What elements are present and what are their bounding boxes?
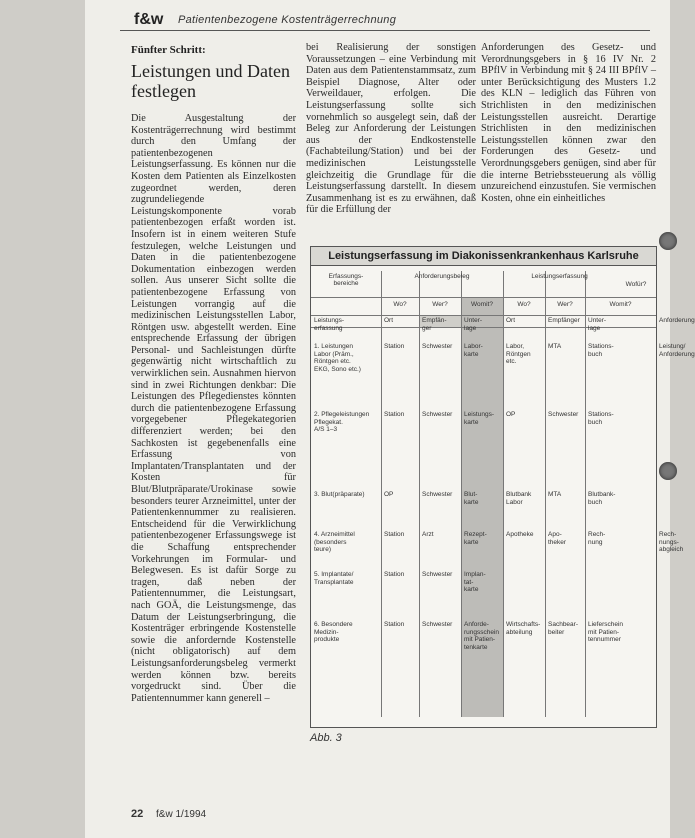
- article-column-3: Anforderungen des Gesetz- und Verordnungsgebers in § 16 IV Nr. 2 BPflV in Verbindung mit § 24 III BPflV – unter Berücksichtigung des Musters 1.2 des KLN – lediglich das Führen von Strichlisten in den medizinischen Leistungsstellen ausreicht. Derartige Strichlisten in den medizinischen Leistungsstellen können zwar den Forderungen des Gesetz- und Verordnungsgebers genügen, sind aber für die interne Betriebssteuerung als völlig unzureichend einzustufen. Sie vermischen Kosten, ohne ein einheitliches: [481, 42, 656, 204]
- first-row-cell: Ort: [384, 317, 394, 324]
- table-cell: Schwester: [422, 343, 453, 350]
- running-header: [120, 8, 650, 31]
- table-cell: Blutbank Labor: [506, 491, 532, 506]
- table-cell: Wirtschafts- abteilung: [506, 621, 541, 636]
- sub-header: Wo?: [517, 301, 531, 308]
- table-cell: Arzt: [422, 531, 434, 538]
- article-column-1: Die Ausgestaltung der Kostenträgerrechnung wird bestimmt durch den Umfang der patientenbezogenen Leistungserfassung. Es können nur die Kosten dem Patienten als Einzelkosten zugeordnet werden, deren zugrundeliegende Leistungskomponente vorab patientenbezogen erfaßt worden ist. Insofern ist in einem weiteren Stufe festzulegen, welche Leistungen und Daten in die patientenbezogene Dokumentation einbezogen werden sollen. Aus unserer Sicht sollte die patientenbezogene Erfassung von Leistungen vorrangig auf die medizinischen Leistungsstellen Labor, Röntgen usw. abgestellt werden. Eine entsprechende Erfassung der übrigen Personal- und Sachleistungen dürfte gegenwärtig nicht wirtschaftlich zu verwirklichen sein. Ausnahmen hiervon sind in zwei Richtungen denkbar: Die Leistungen des Pflegedienstes könnten durch die patientenbezogene Erfassung vorgegebener Pflegekategorien differenziert werden; bei den Sachkosten ist gegebenenfalls eine Erfassung von Implantaten/Transplantaten und der Kosten für Blut/Blutpräparate/Urokinase sowie besonders teurer Arzneimittel, unter der Patientenkennummer zu realisieren. Entscheidend für die Verwirklichung patientenbezogener Erfassungswege ist die Schaffung entsprechender Vorkehrungen im Formular- und Belegwesen. Es ist dafür Sorge zu tragen, daß neben der Patientennummer, die Leistungsart, nach GOÄ, die Leistungsmenge, das Datum der Leistungserbringung, die Kostenträger erbringende Kostenstelle sowie die anfordernde Kostenstelle (nicht obligatorisch) auf dem Leistungsanforderungsbeleg vermerkt werden können bzw. bereits vorgedruckt sind. Über die Patientennummer kann generell –: [131, 113, 296, 704]
- table-cell: OP: [506, 411, 516, 418]
- table-cell: Rech- nung: [588, 531, 606, 546]
- table-cell: Stations- buch: [588, 343, 614, 358]
- first-row-cell: Anforderung: [659, 317, 695, 324]
- table-cell: Schwester: [422, 621, 453, 628]
- table-cell: Station: [384, 571, 405, 578]
- leistung-header: Leistungserfassung: [531, 273, 588, 280]
- table-cell: Apo- theker: [548, 531, 567, 546]
- table-cell: Leistung/ Anforderung: [659, 343, 695, 358]
- wofuer-header: Wofür?: [625, 281, 647, 288]
- table-cell: Labor- karte: [464, 343, 483, 358]
- first-row-cell: Ort: [506, 317, 516, 324]
- table-cell: Schwester: [422, 491, 453, 498]
- first-row-cell: Unter- lage: [464, 317, 483, 332]
- first-row-cell: Unter- lage: [588, 317, 607, 332]
- table-cell: Lieferschein mit Patien- tennummer: [588, 621, 624, 643]
- table-cell: MTA: [548, 343, 562, 350]
- first-row-cell: Empfänger: [548, 317, 580, 324]
- anforderung-header: Anforderungsbeleg: [414, 273, 470, 280]
- table-cell: OP: [384, 491, 394, 498]
- sub-header: Womit?: [471, 301, 493, 308]
- table-row-label: 1. Leistungen Labor (Präm., Röntgen etc. EKG, Sono etc.): [314, 343, 361, 373]
- section-kicker: Fünfter Schritt:: [131, 44, 206, 56]
- column-divider: [585, 271, 586, 717]
- table-row-label: 2. Pflegeleistungen Pflegekat. A/S 1–3: [314, 411, 370, 433]
- column-divider: [419, 271, 420, 717]
- table-cell: Rezept- karte: [464, 531, 487, 546]
- table-cell: MTA: [548, 491, 562, 498]
- table-row-label: 3. Blut(präparate): [314, 491, 365, 498]
- table-cell: Station: [384, 531, 405, 538]
- table-row-label: 4. Arzneimittel (besonders teure): [314, 531, 355, 553]
- table-cell: Leistungs- karte: [464, 411, 494, 426]
- row-label-header: Leistungs- erfassung: [314, 317, 344, 332]
- column-divider: [503, 271, 504, 717]
- binder-hole-bottom: [659, 462, 677, 480]
- shaded-column: [461, 297, 503, 717]
- table-cell: Stations- buch: [588, 411, 614, 426]
- table-row-label: 6. Besondere Medizin- produkte: [314, 621, 353, 643]
- first-row-cell: Empfän- ger: [422, 317, 447, 332]
- column-divider: [381, 271, 382, 717]
- page-number: 22: [131, 808, 144, 820]
- table-cell: Station: [384, 343, 405, 350]
- article-headline: Leistungen und Daten festlegen: [131, 61, 290, 101]
- binder-hole-top: [659, 232, 677, 250]
- table-cell: Sachbear- beiter: [548, 621, 578, 636]
- column-divider: [545, 271, 546, 717]
- table-cell: Anforde- rungsschein mit Patien- tenkarte: [464, 621, 500, 651]
- sub-header: Wer?: [432, 301, 448, 308]
- table-cell: Blutbank- buch: [588, 491, 616, 506]
- table-cell: Rech- nungs- abgleich: [659, 531, 684, 553]
- header-divider: [311, 315, 656, 316]
- table-cell: Station: [384, 621, 405, 628]
- table-cell: Apotheke: [506, 531, 534, 538]
- issue-label: f&w 1/1994: [156, 809, 207, 820]
- table-cell: Schwester: [422, 571, 453, 578]
- figure-caption: Abb. 3: [310, 732, 342, 744]
- sub-header: Womit?: [609, 301, 632, 308]
- table-cell: Station: [384, 411, 405, 418]
- sub-header: Wer?: [557, 301, 573, 308]
- table-title: Leistungserfassung im Diakonissenkrankenhaus Karlsruhe: [311, 247, 656, 266]
- running-title: Patientenbezogene Kostenträgerrechnung: [178, 14, 397, 26]
- page-footer: [131, 808, 206, 820]
- column-divider: [461, 271, 462, 717]
- table-cell: Schwester: [422, 411, 453, 418]
- article-column-2: bei Realisierung der sonstigen Voraussetzungen – eine Verbindung mit Daten aus dem Patientenstammsatz, zum Beispiel Diagnose, Alter oder Verweildauer, erfolgen. Die Leistungserfassung sollte sich vornehmlich so ausgelegt sein, daß der Beleg zur Anforderung der Leistungen aus der Endkostenstelle (Fachabteilung/Station) und bei der medizinischen Leistungsstelle gleichzeitig die Grundlage für die Leistungserfassung darstellt. In diesem Zusammenhang ist es zu erwähnen, daß für die Erfüllung der: [306, 42, 476, 216]
- table-cell: Implan- tat- karte: [464, 571, 486, 593]
- table-row-label: 5. Implantate/ Transplantate: [314, 571, 354, 586]
- header-divider: [311, 297, 656, 298]
- journal-logo: f&w: [134, 11, 164, 28]
- corner-header: Erfassungs- bereiche: [328, 273, 364, 287]
- leistungserfassung-table: [310, 246, 695, 728]
- table-cell: Schwester: [548, 411, 579, 418]
- table-cell: Labor, Röntgen etc.: [506, 343, 531, 365]
- sub-header: Wo?: [393, 301, 407, 308]
- table-cell: Blut- karte: [464, 491, 479, 506]
